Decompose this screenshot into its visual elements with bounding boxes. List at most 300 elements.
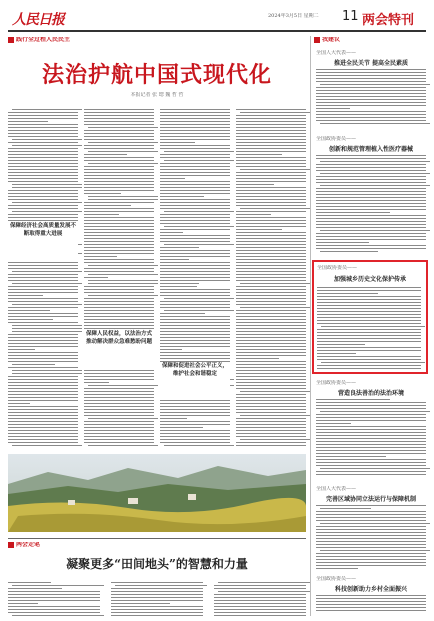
text-line [236,160,306,161]
text-line [111,597,203,598]
text-line [236,163,306,164]
text-line [8,391,78,392]
text-line [160,424,230,425]
text-line [236,436,306,437]
sidebar-item-body [316,504,426,570]
text-line [316,69,426,70]
text-line [316,99,426,100]
text-line [236,271,306,272]
text-line [160,280,230,281]
text-line [8,343,78,344]
text-line [84,169,154,170]
text-line [160,274,230,275]
text-line [160,175,230,176]
text-line [236,181,306,182]
text-line [160,241,230,242]
kicker-text: 两会走笔 [16,542,41,548]
text-line [316,444,426,445]
text-line [236,370,306,371]
text-line [236,280,306,281]
text-line [84,253,154,254]
text-line [84,178,154,179]
text-line [317,323,421,324]
sidebar-header-text: 我建议 [322,37,341,43]
text-line [240,112,310,113]
text-line [8,169,78,170]
text-line [84,202,154,203]
text-line [236,343,306,344]
sidebar-item-body [316,154,426,254]
text-line [8,319,53,320]
text-line [111,615,203,616]
section-title: 两会特刊 [362,13,415,28]
text-line [316,239,426,240]
text-line [8,388,78,389]
text-line [8,220,78,221]
text-line [236,310,306,311]
text-line [84,247,154,248]
text-line [8,133,78,134]
text-line [236,232,306,233]
text-line [164,226,234,227]
text-line [160,262,230,263]
text-line [160,256,230,257]
text-line [316,75,426,76]
text-line [160,433,230,434]
text-line [160,259,189,260]
text-line [236,304,306,305]
text-line [160,169,230,170]
text-line [236,400,306,401]
text-line [8,382,78,383]
text-line [320,508,371,509]
text-line [160,349,182,350]
text-line [84,121,154,122]
text-line [240,415,310,416]
text-line [160,133,230,134]
text-line [160,130,230,131]
text-line [8,193,78,194]
text-line [160,292,230,293]
text-line [8,265,78,266]
text-line [160,334,230,335]
text-line [160,163,230,164]
text-line [236,256,306,257]
text-line [164,244,234,245]
text-line [316,245,426,246]
main-headline: 法治护航中国式现代化 [41,63,272,88]
text-line [214,594,306,595]
main-article [8,36,306,534]
text-line [8,124,78,125]
text-line [317,344,365,345]
text-line [317,287,421,288]
text-line [8,268,78,269]
text-line [236,319,306,320]
text-line [160,421,230,422]
text-line [115,585,207,586]
text-line [160,307,230,308]
text-line [316,517,426,518]
text-line [160,202,230,203]
text-line [236,199,306,200]
text-line [316,200,426,201]
text-line [8,310,50,311]
text-line [160,109,230,110]
text-line [160,277,230,278]
pullquote-text: 保障和促进社会公平正义，维护社会和谐稳定 [161,363,228,377]
text-line [236,220,306,221]
text-line [12,325,82,326]
text-line [316,471,426,472]
text-line [88,445,158,446]
text-line [214,597,306,598]
text-line [316,447,426,448]
text-line [236,385,306,386]
text-line [84,271,154,272]
text-line [8,190,78,191]
sidebar-item [314,380,428,480]
text-line [316,538,426,539]
text-line [111,600,203,601]
text-line [8,600,100,601]
text-line [12,271,82,272]
text-line [160,214,230,215]
text-line [316,402,426,403]
sidebar-item-title: 科技创新助力乡村全面振兴 [334,586,407,593]
text-line [84,256,117,257]
text-line [160,115,230,116]
text-line [12,364,55,365]
text-line [160,220,230,221]
text-line [320,161,430,162]
text-line [160,157,230,158]
text-line [160,208,230,209]
text-line [8,400,78,401]
text-line [316,96,426,97]
text-line [84,184,154,185]
text-line [316,429,426,430]
text-line [236,298,306,299]
text-line [84,190,154,191]
text-line [316,414,426,415]
text-line [236,340,306,341]
text-line [316,423,351,424]
text-line [317,329,421,330]
text-line [12,445,82,446]
text-line [236,214,271,215]
text-line [236,250,306,251]
text-line [321,362,425,363]
text-line [236,331,306,332]
text-line [84,325,154,326]
text-line [8,208,78,209]
text-line [236,286,306,287]
text-line [236,226,306,227]
text-line [8,280,78,281]
text-line [321,326,425,327]
text-line [160,319,230,320]
text-line [316,215,426,216]
text-line [84,112,154,113]
text-line [84,406,154,407]
sidebar-item-tag: 全国政协委员—— [317,265,358,271]
text-line [236,187,306,188]
text-line [84,133,154,134]
text-line [8,163,78,164]
text-line [8,217,78,218]
text-line [236,421,306,422]
text-line [316,81,426,82]
text-line [8,361,78,362]
text-line [160,286,197,287]
kicker-text: 践行全过程人民民主 [16,37,71,43]
text-line [236,394,306,395]
text-line [316,547,426,548]
text-line [320,468,430,469]
text-line [160,400,230,401]
text-line [84,217,154,218]
text-line [8,130,78,131]
text-line [84,130,154,131]
text-line [84,214,119,215]
text-line [160,118,230,119]
text-line [8,612,100,613]
text-line [236,157,306,158]
text-line [316,408,426,409]
text-line [316,511,426,512]
text-line [111,606,203,607]
text-line [84,223,154,224]
text-line [316,456,386,457]
sidebar-item-title: 加强城乡历史文化保护传承 [333,276,406,283]
text-line [84,403,154,404]
text-line [317,302,421,303]
text-line [8,352,78,353]
text-line [316,556,426,557]
text-line [316,541,426,542]
text-line [236,313,306,314]
text-line [236,424,306,425]
text-line [8,154,78,155]
text-line [164,211,234,212]
text-line [88,151,158,152]
text-line [84,187,154,188]
text-line [236,127,306,128]
text-line [8,403,30,404]
text-line [317,353,356,354]
text-line [8,196,78,197]
text-line [160,193,230,194]
text-line [12,373,82,374]
text-line [236,274,306,275]
text-line [316,520,426,521]
text-line [88,127,158,128]
sidebar-item-body [317,286,421,370]
bottom-article [8,541,306,619]
sidebar-item-title: 创新和规范管理植入性医疗器械 [328,146,413,153]
text-line [160,223,230,224]
text-line [88,196,158,197]
text-line [8,295,43,296]
text-line [12,331,82,332]
text-line [236,151,306,152]
text-line [160,406,230,407]
text-line [88,163,158,164]
text-line [316,90,426,91]
text-line [316,604,426,605]
text-line [8,346,78,347]
text-line [84,298,154,299]
text-line [84,313,154,314]
text-line [8,603,38,604]
text-line [84,316,154,317]
text-line [8,334,78,335]
text-line [8,322,78,323]
text-line [84,238,154,239]
text-line [160,232,183,233]
text-line [160,430,230,431]
sidebar-item-highlighted[interactable] [312,260,428,374]
text-line [8,175,78,176]
text-line [8,127,78,128]
sidebar-item-title: 营造良法善治的法治环境 [337,390,404,397]
text-line [84,370,154,371]
text-line [88,199,158,200]
text-line [164,160,234,161]
text-line [84,160,154,161]
text-line [160,442,230,443]
text-line [160,343,230,344]
sidebar-item-tag: 全国政协委员—— [316,136,357,142]
text-line [236,382,306,383]
text-line [160,124,230,125]
text-line [236,244,306,245]
text-line [320,123,430,124]
text-line [8,112,78,113]
text-line [316,224,426,225]
text-line [316,432,426,433]
text-line [316,191,426,192]
text-line [214,615,306,616]
text-line [316,553,426,554]
text-line [236,259,306,260]
text-line [236,397,306,398]
bottom-column-1 [8,581,100,617]
text-line [317,368,421,369]
text-line [164,151,234,152]
text-line [8,151,78,152]
text-line [316,218,426,219]
text-line [316,102,426,103]
text-line [236,337,306,338]
text-line [317,317,421,318]
text-line [236,409,306,410]
text-line [160,331,230,332]
text-line [84,205,131,206]
text-line [8,379,78,380]
text-line [84,382,109,383]
text-line [316,120,426,121]
text-line [240,307,310,308]
text-line [236,193,306,194]
text-line [236,205,306,206]
text-line [316,227,426,228]
text-line [236,403,306,404]
text-line [160,178,185,179]
bottom-rule [8,538,306,539]
text-line [8,427,78,428]
text-line [84,166,154,167]
text-line [160,268,230,269]
text-line [316,179,426,180]
text-line [316,505,426,506]
text-line [316,93,426,94]
text-line [84,235,154,236]
text-line [236,154,282,155]
text-line [316,399,390,400]
sidebar-item [314,486,428,572]
text-line [84,268,154,269]
text-line [160,283,199,284]
text-line [316,212,390,213]
text-line [164,310,234,311]
text-line [84,409,154,410]
text-line [8,136,78,137]
text-line [8,166,78,167]
main-byline: 本报记者 张 璁 魏 哲 哲 [130,92,184,98]
text-line [236,430,306,431]
text-line [84,412,154,413]
text-line [8,292,78,293]
text-line [236,196,306,197]
text-line [316,529,426,530]
text-line [236,190,306,191]
text-line [111,609,203,610]
date-line: 2024年3月5日 星期二 [268,13,319,19]
bottom-headline: 凝聚更多“田间地头”的智慧和力量 [66,557,248,571]
text-line [84,304,154,305]
text-line [317,365,421,366]
text-line [236,433,306,434]
text-line [160,154,230,155]
text-line [8,412,78,413]
text-line [88,142,158,143]
text-line [8,591,100,592]
text-line [160,436,230,437]
text-line [236,202,306,203]
text-line [160,322,230,323]
text-line [8,349,35,350]
text-line [8,376,78,377]
text-line [214,609,306,610]
text-line [111,582,203,583]
text-line [316,595,426,596]
text-line [84,292,154,293]
text-line [160,340,230,341]
text-line [160,205,230,206]
pullquote-1 [8,222,78,260]
text-line [8,424,78,425]
text-line [320,230,430,231]
sidebar-item-tag: 全国政协委员—— [316,576,357,582]
text-line [160,253,230,254]
sidebar-header [314,36,414,45]
text-line [236,211,306,212]
text-line [317,308,421,309]
text-line [84,277,108,278]
text-line [84,124,154,125]
